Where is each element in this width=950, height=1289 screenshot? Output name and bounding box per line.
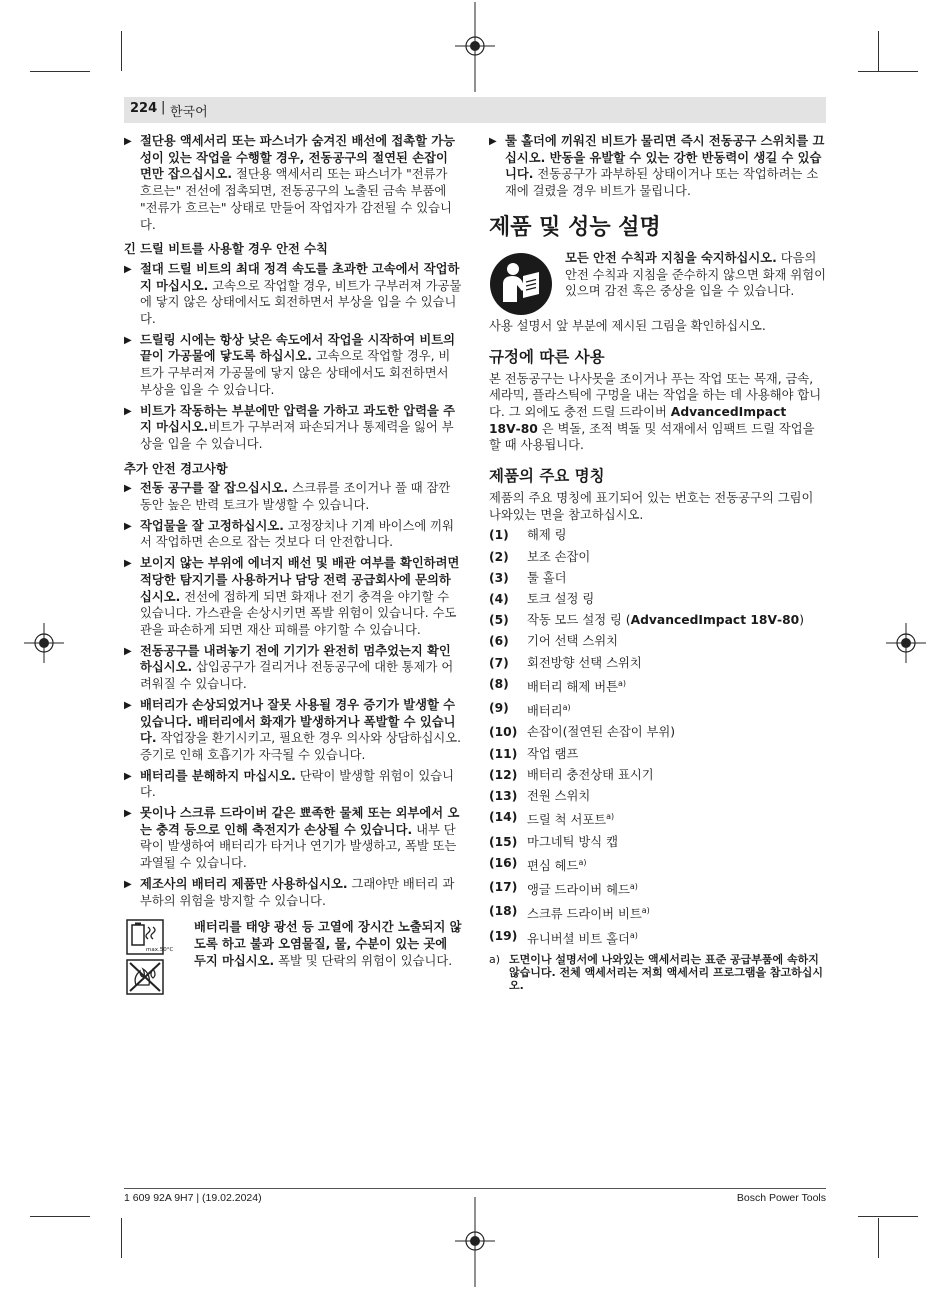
intended-use-heading: 규정에 따른 사용 (489, 347, 605, 366)
safety-bullet: ▶ 못이나 스크류 드라이버 같은 뾰족한 물체 또는 외부에서 오는 충격 등으로 인해 축전지가 손상될 수 있습니다. 내부 단락이 발생하여 배터리가 타거나 연기가 발생하고, 폭발 또는 과열될 수 있습니다. (124, 806, 460, 871)
list-item: (4) 토크 설정 링 (489, 592, 595, 607)
safety-bullet: ▶ 배터리가 손상되었거나 잘못 사용될 경우 증기가 발생할 수 있습니다. 배터리에서 화재가 발생하거나 폭발할 수 있습니다. 작업장을 환기시키고, 필요한 경우 의사와 상담하십시오. 증기로 인해 호흡기가 자극될 수 있습니다. (124, 697, 462, 762)
page-number: 224 (130, 101, 158, 116)
crop-mark (121, 31, 122, 71)
crop-mark (30, 71, 90, 72)
components-intro: 제품의 주요 명칭에 표기되어 있는 번호는 전동공구의 그림이 나와있는 면을 참고하십시오. (489, 491, 814, 522)
list-item: (12) 배터리 충전상태 표시기 (489, 767, 654, 782)
list-item: (10) 손잡이(절연된 손잡이 부위) (489, 725, 676, 740)
bullet-triangle-icon: ▶ (124, 263, 132, 275)
safety-bullet: ▶ 보이지 않는 부위에 에너지 배선 및 배관 여부를 확인하려면 적당한 탐지기를 사용하거나 담당 전력 공급회사에 문의하십시오. 전선에 접하게 되면 화재나 전기 충격을 야기할 수 있습니다. 가스관을 손상시키면 폭발 위험이 있습니다. 수도관을 파손하게 되면 재산 피해를 야기할 수 있습니다. (124, 556, 460, 637)
list-item: (19) 유니버셜 비트 홀더$^{a)}$ (489, 928, 638, 946)
registration-mark-icon (886, 623, 926, 663)
crop-mark (878, 1218, 879, 1258)
svg-text:max.50°C: max.50°C (146, 947, 174, 954)
crop-mark (858, 71, 918, 72)
bullet-triangle-icon: ▶ (124, 645, 132, 657)
bullet-triangle-icon: ▶ (124, 136, 132, 147)
header-language: 한국어 (170, 105, 208, 120)
list-item: (3) 툴 홀더 (489, 570, 567, 585)
safety-bullet: ▶ 비트가 작동하는 부분에만 압력을 가하고 과도한 압력을 주지 마십시오.비트가 구부러져 파손되거나 통제력을 잃어 부상을 입을 수 있습니다. (124, 403, 456, 451)
crop-mark (30, 1216, 90, 1217)
bullet-triangle-icon: ▶ (124, 520, 132, 532)
crop-mark (878, 31, 879, 71)
safety-bullet: ▶ 전동 공구를 잘 잡으십시오. 스크류를 조이거나 풀 때 잠깐 동안 높은 반력 토크가 발생할 수 있습니다. (124, 481, 451, 513)
bullet-triangle-icon: ▶ (124, 405, 132, 417)
list-item: (5) 작동 모드 설정 링 (AdvancedImpact 18V‑80) (489, 613, 805, 628)
battery-warning-icons (126, 919, 174, 995)
bullet-triangle-icon: ▶ (124, 770, 132, 782)
bullet-triangle-icon: ▶ (489, 136, 497, 147)
section-subheading: 긴 드릴 비트를 사용할 경우 안전 수칙 (124, 242, 328, 257)
safety-bullet: ▶ 제조사의 배터리 제품만 사용하십시오. 그래야만 배터리 과부하의 위험을 방지할 수 있습니다. (124, 876, 455, 908)
bullet-triangle-icon: ▶ (124, 699, 132, 711)
intended-use-text: 본 전동공구는 나사못을 조이거나 푸는 작업 또는 목재, 금속, 세라믹, 플라스틱에 구멍을 내는 작업을 하는 데 사용해야 합니다. 그 외에도 충전 드릴 드라이버 AdvancedImpact 18V‑80 은 벽돌, 조적 벽돌 및 석재에서 임팩트 드릴 작업을 할 때 사용됩니다. (489, 371, 822, 453)
safety-bullet: ▶ 툴 홀더에 끼워진 비트가 물리면 즉시 전동공구 스위치를 끄십시오. 반동을 유발할 수 있는 강한 반동력이 생길 수 있습니다. 전동공구가 과부하된 상태이거나 또는 작업하려는 소재에 걸렸을 경우 비트가 물립니다. (489, 134, 825, 199)
battery-storage-note: max.50°C 배터리를 태양 광선 등 고열에 장시간 노출되지 않도록 하고 불과 오염물질, 물, 수분이 있는 곳에 두지 마십시오. 폭발 및 단락의 위험이 있습니다. (124, 919, 462, 969)
footer-brand: Bosch Power Tools (736, 1192, 826, 1204)
section-subheading: 추가 안전 경고사항 (124, 461, 228, 476)
list-item: (13) 전원 스위치 (489, 789, 591, 804)
list-item: (7) 회전방향 선택 스위치 (489, 655, 642, 670)
crop-mark (121, 1218, 122, 1258)
list-item: (6) 기어 선택 스위치 (489, 634, 618, 649)
bullet-triangle-icon: ▶ (124, 808, 132, 820)
list-item: (18) 스크류 드라이버 비트$^{a)}$ (489, 904, 650, 922)
footer-document-id: 1 609 92A 9H7 | (19.02.2024) (124, 1192, 262, 1204)
list-item: (17) 앵글 드라이버 헤드$^{a)}$ (489, 880, 638, 898)
bullet-triangle-icon: ▶ (124, 558, 132, 570)
left-column (124, 133, 462, 973)
list-item: (1) 해제 링 (489, 528, 567, 543)
footnote: a) 도면이나 설명서에 나와있는 액세서리는 표준 공급부품에 속하지 않습니다. 전체 액세서리는 저희 액세서리 프로그램을 참고하십시오. (489, 953, 824, 993)
crop-mark (858, 1216, 918, 1217)
section-title: 제품 및 성능 설명 (489, 214, 661, 240)
registration-mark-icon (455, 2, 495, 92)
list-item: (2) 보조 손잡이 (489, 549, 591, 564)
components-list (489, 527, 827, 947)
bullet-triangle-icon: ▶ (124, 334, 132, 346)
bullet-triangle-icon: ▶ (124, 878, 132, 890)
list-item: (8) 배터리 해제 버튼$^{a)}$ (489, 676, 627, 694)
footer-divider (124, 1188, 826, 1189)
bullet-triangle-icon: ▶ (124, 483, 132, 495)
battery-temperature-icon (126, 919, 174, 955)
list-item: (11) 작업 램프 (489, 746, 579, 761)
header-separator: | (161, 100, 166, 115)
components-heading: 제품의 주요 명칭 (489, 467, 605, 486)
no-water-fire-icon (126, 959, 164, 995)
registration-mark-icon (24, 623, 64, 663)
list-item: (9) 배터리$^{a)}$ (489, 701, 571, 719)
safety-bullet: ▶ 작업물을 잘 고정하십시오. 고정장치나 기계 바이스에 끼워서 작업하면 손으로 잡는 것보다 더 안전합니다. (124, 518, 454, 550)
safety-bullet: ▶ 전동공구를 내려놓기 전에 기기가 완전히 멈추었는지 확인하십시오. 삽입공구가 걸리거나 전동공구에 대한 통제가 어려워질 수 있습니다. (124, 643, 454, 692)
safety-bullet: ▶ 배터리를 분해하지 마십시오. 단락이 발생할 위험이 있습니다. (124, 768, 454, 800)
right-column (489, 133, 827, 992)
safety-bullet: ▶ 절대 드릴 비트의 최대 정격 속도를 초과한 고속에서 작업하지 마십시오. 고속으로 작업할 경우, 비트가 구부러져 가공물에 닿지 않은 상태에서도 회전하면서 부상을 입을 수 있습니다. (124, 261, 462, 327)
safety-bullet: ▶ 절단용 액세서리 또는 파스너가 숨겨진 배선에 접촉할 가능성이 있는 작업을 수행할 경우, 전동공구의 절연된 손잡이 면만 잡으십시오. 절단용 액세서리 또는 파스너가 "전류가 흐르는" 전선에 접촉되면, 전동공구의 노출된 금속 부품에 "전류가 흐르는" 상태로 만들어 작업자가 감전될 수 있습니다. (124, 134, 456, 232)
page-header (124, 97, 826, 123)
list-item: (14) 드릴 척 서포트$^{a)}$ (489, 810, 615, 828)
safety-bullet: ▶ 드릴링 시에는 항상 낮은 속도에서 작업을 시작하여 비트의 끝이 가공물에 닿도록 하십시오. 고속으로 작업할 경우, 비트가 구부러져 가공물에 닿지 않은 상태에서도 회전하면서 부상을 입을 수 있습니다. (124, 332, 456, 397)
list-item: (15) 마그네틱 방식 캡 (489, 834, 618, 849)
registration-mark-icon (455, 1197, 495, 1287)
see-figures-note: 사용 설명서 앞 부분에 제시된 그림을 확인하십시오. (489, 318, 766, 333)
read-manual-icon (489, 252, 553, 316)
read-instructions-warning: 모든 안전 수칙과 지침을 숙지하십시오. 다음의 안전 수칙과 지침을 준수하지 않으면 화재 위험이 있으며 감전 혹은 중상을 입을 수 있습니다. (489, 250, 827, 318)
list-item: (16) 편심 헤드$^{a)}$ (489, 855, 587, 873)
